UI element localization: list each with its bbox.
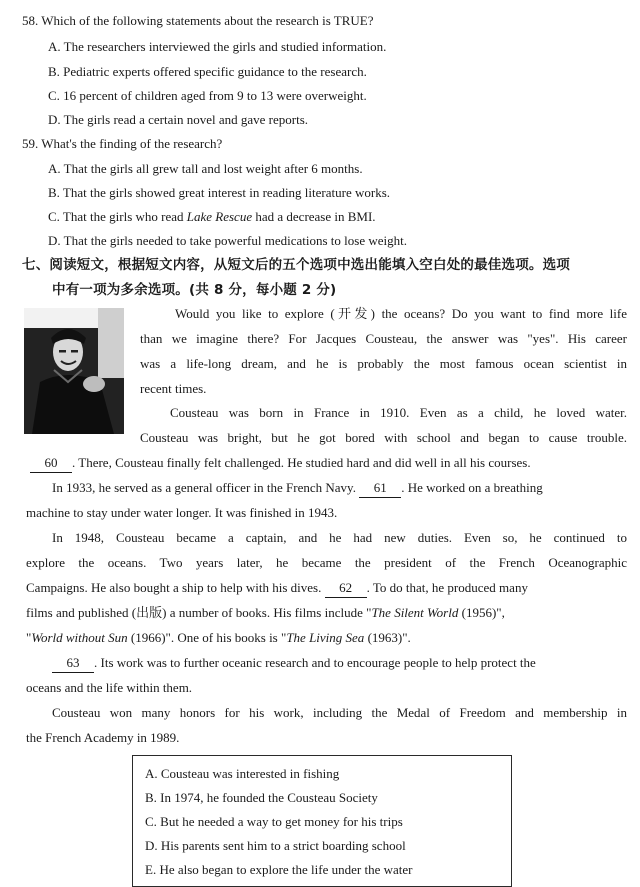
novel-title: Lake Rescue: [186, 209, 253, 224]
q59-option-a: A. That the girls all grew tall and lost weight after 6 months.: [48, 161, 363, 176]
passage-p4-line4: [26, 604, 505, 622]
question-58-stem: 58. Which of the following statements about the research is TRUE?: [22, 13, 374, 28]
q58-option-c: C. 16 percent of children aged from 9 to 13 were overweight.: [48, 88, 367, 103]
passage-p4-text-b: . To do that, he produced many: [366, 580, 528, 595]
passage-p4-line5-end: (1963)".: [364, 630, 411, 645]
passage-p3-text-b: . He worked on a breathing: [401, 480, 543, 495]
cousteau-photo: [24, 308, 124, 434]
passage-p3-text-a: In 1933, he served as a general officer in the French Navy.: [52, 480, 356, 495]
passage-p1-line4: recent times.: [140, 381, 207, 396]
passage-p4-line1: In 1948, Cousteau became a captain, and he had new duties. Even so, he continued to: [52, 530, 627, 545]
choice-b[interactable]: B. In 1974, he founded the Cousteau Society: [145, 790, 378, 805]
blank-63[interactable]: 63: [52, 654, 94, 673]
q59-option-c-text: C. That the girls who read: [48, 209, 184, 224]
blank-62[interactable]: 62: [325, 579, 367, 598]
passage-p4-line4-end: (1956)",: [458, 605, 505, 620]
passage-p4-text-a: Campaigns. He also bought a ship to help with his dives.: [26, 580, 322, 595]
q59-option-b: B. That the girls showed great interest in reading literature works.: [48, 185, 390, 200]
passage-p4-line4-text: films and published (出版) a number of books. His films include ": [26, 605, 372, 620]
choice-e[interactable]: E. He also began to explore the life under the water: [145, 862, 413, 877]
section-heading-line1: 七、阅读短文，根据短文内容，从短文后的五个选项中选出能填入空白处的最佳选项。选项: [22, 257, 570, 273]
passage-p6-line2: the French Academy in 1989.: [26, 730, 180, 745]
passage-p2-line2: Cousteau was bright, but he got bored with school and began to cause trouble.: [140, 430, 627, 445]
passage-p4-line5-mid: (1966)". One of his books is ": [127, 630, 287, 645]
blank-61[interactable]: 61: [359, 479, 401, 498]
passage-p3-line2: machine to stay under water longer. It was finished in 1943.: [26, 505, 338, 520]
passage-p1-line2: than we imagine there? For Jacques Cousteau, the answer was "yes". His career: [140, 331, 627, 346]
passage-p2-line3-text: . There, Cousteau finally felt challenged. He studied hard and did well in all his courses.: [72, 455, 531, 470]
passage-p4-line5: [26, 629, 411, 647]
question-59-stem: 59. What's the finding of the research?: [22, 136, 223, 151]
portrait-image: [24, 308, 124, 434]
section-heading-line2: 中有一项为多余选项。(共 8 分，每小题 2 分): [52, 282, 337, 298]
q58-option-b: B. Pediatric experts offered specific guidance to the research.: [48, 64, 367, 79]
blank-60[interactable]: 60: [30, 454, 72, 473]
film-title-1: The Silent World: [371, 605, 459, 620]
passage-p5-text: . Its work was to further oceanic research and to encourage people to help protect the: [94, 655, 536, 670]
passage-p2-line3: [30, 454, 531, 473]
film-title-2: World without Sun: [31, 630, 128, 645]
choice-c[interactable]: C. But he needed a way to get money for his trips: [145, 814, 403, 829]
choices-box: [132, 755, 512, 887]
passage-p4-line3: [26, 579, 528, 598]
choice-d[interactable]: D. His parents sent him to a strict boarding school: [145, 838, 406, 853]
passage-p4-line2: explore the oceans. Two years later, he became the president of the French Oceanographic: [26, 555, 627, 570]
passage-p5-line1: [52, 654, 536, 673]
passage-p5-line2: oceans and the life within them.: [26, 680, 193, 695]
passage-p3-line1: [52, 479, 543, 498]
q58-option-a: A. The researchers interviewed the girls and studied information.: [48, 39, 387, 54]
q59-option-d: D. That the girls needed to take powerful medications to lose weight.: [48, 233, 407, 248]
passage-p1-line1: Would you like to explore (开发) the oceans? Do you want to find more life: [175, 306, 627, 321]
q58-option-d: D. The girls read a certain novel and gave reports.: [48, 112, 309, 127]
quote-open: ": [26, 630, 32, 645]
passage-p1-line3: was a life-long dream, and he is probably the most famous ocean scientist in: [140, 356, 627, 371]
passage-p2-line1: Cousteau was born in France in 1910. Even as a child, he loved water.: [170, 405, 627, 420]
choice-a[interactable]: A. Cousteau was interested in fishing: [145, 766, 340, 781]
passage-p6-line1: Cousteau won many honors for his work, including the Medal of Freedom and membership in: [52, 705, 627, 720]
q59-option-c-end: had a decrease in BMI.: [255, 209, 376, 224]
book-title: The Living Sea: [286, 630, 365, 645]
q59-option-c: [48, 208, 376, 226]
